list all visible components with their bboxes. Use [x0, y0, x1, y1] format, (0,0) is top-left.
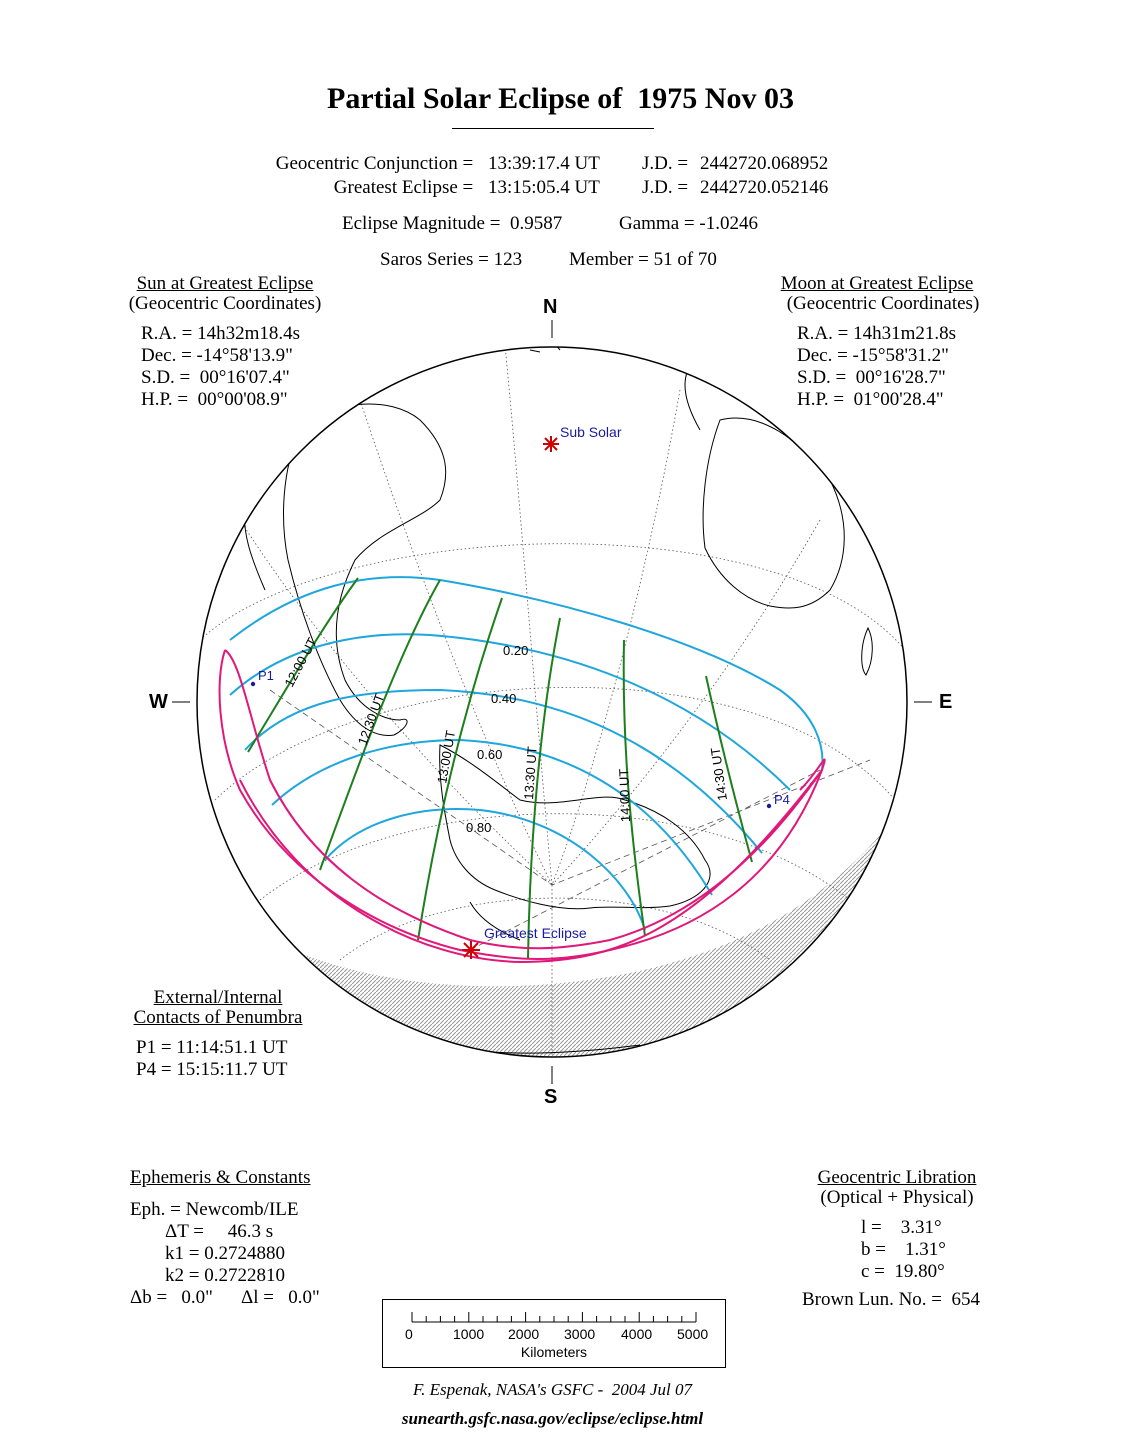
- libration-c: c = 19.80°: [861, 1261, 945, 1282]
- scale-bar: [382, 1299, 726, 1368]
- time-label-13-30: 13:30 UT: [521, 745, 540, 801]
- moon-sd: S.D. = 00°16'28.7": [797, 367, 946, 388]
- night-shading: [180, 760, 930, 1080]
- gamma: Gamma = -1.0246: [619, 213, 758, 234]
- greatest-jd-label: J.D. =: [642, 177, 693, 198]
- conjunction-label: Geocentric Conjunction =: [275, 153, 478, 174]
- libration-heading: Geocentric Libration: [817, 1167, 977, 1188]
- sun-ra: R.A. = 14h32m18.4s: [141, 323, 301, 344]
- scale-tick-1000: 1000: [453, 1326, 485, 1342]
- magnitude-label-0-60: 0.60: [477, 747, 503, 762]
- ephemeris-eph: Eph. = Newcomb/ILE: [130, 1199, 299, 1220]
- conjunction-jd-label: J.D. =: [642, 153, 693, 174]
- sub-solar-label: Sub Solar: [560, 424, 622, 440]
- brown-lunation: Brown Lun. No. = 654: [802, 1289, 981, 1310]
- east-label: E: [939, 691, 953, 713]
- scale-tick-4000: 4000: [621, 1326, 653, 1342]
- scale-tick-0: 0: [405, 1326, 413, 1342]
- sun-sd: S.D. = 00°16'07.4": [141, 367, 290, 388]
- greatest-time: 13:15:05.4 UT: [488, 177, 600, 198]
- time-label-14-30: 14:30 UT: [707, 746, 730, 802]
- time-line-12-30: [320, 580, 440, 870]
- contact-p4: P4 = 15:15:11.7 UT: [136, 1059, 288, 1080]
- magnitude-label-0-40: 0.40: [491, 691, 517, 706]
- ephemeris-heading: Ephemeris & Constants: [130, 1167, 311, 1188]
- penumbra-limits: [220, 650, 825, 962]
- ephemeris-delta-b: Δb = 0.0": [130, 1287, 213, 1308]
- p4-label: P4: [774, 792, 790, 807]
- greatest-eclipse-marker: [462, 941, 480, 959]
- time-label-12-00: 12:00 UT: [281, 635, 320, 690]
- p1-dot: [251, 682, 255, 686]
- scale-tick-3000: 3000: [564, 1326, 596, 1342]
- scale-unit: Kilometers: [520, 1344, 588, 1360]
- libration-subheading: (Optical + Physical): [820, 1187, 974, 1208]
- moon-heading: Moon at Greatest Eclipse: [780, 273, 974, 294]
- magnitude-line-0-40: [245, 690, 762, 853]
- sun-hp: H.P. = 00°00'08.9": [141, 389, 288, 410]
- greatest-eclipse-label: Greatest Eclipse: [484, 925, 587, 941]
- time-line-13-00: [418, 598, 502, 940]
- libration-l: l = 3.31°: [861, 1217, 942, 1238]
- eclipse-magnitude: Eclipse Magnitude = 0.9587: [342, 213, 563, 234]
- credit-line: F. Espenak, NASA's GSFC - 2004 Jul 07: [412, 1380, 693, 1399]
- sun-dec: Dec. = -14°58'13.9": [141, 345, 293, 366]
- libration-b: b = 1.31°: [861, 1239, 946, 1260]
- scale-tick-2000: 2000: [508, 1326, 540, 1342]
- penumbra-outer: [220, 650, 825, 959]
- time-label-14-00: 14:00 UT: [616, 768, 633, 823]
- west-label: W: [149, 691, 168, 713]
- scale-tick-5000: 5000: [677, 1326, 709, 1342]
- conjunction-time: 13:39:17.4 UT: [488, 153, 600, 174]
- saros-series: Saros Series = 123: [380, 249, 523, 270]
- time-label-13-00: 13:00 UT: [434, 729, 459, 785]
- ephemeris-delta-l: Δl = 0.0": [241, 1287, 320, 1308]
- ephemeris-k2: k2 = 0.2722810: [165, 1265, 285, 1286]
- sun-subheading: (Geocentric Coordinates): [128, 293, 322, 314]
- page-title: Partial Solar Eclipse of 1975 Nov 03: [327, 82, 794, 115]
- moon-dec: Dec. = -15°58'31.2": [797, 345, 949, 366]
- magnitude-label-0-20: 0.20: [503, 643, 529, 658]
- p1-label: P1: [258, 668, 274, 683]
- magnitude-label-0-80: 0.80: [466, 820, 492, 835]
- contact-p1: P1 = 11:14:51.1 UT: [136, 1037, 288, 1058]
- conjunction-jd: 2442720.068952: [700, 153, 829, 174]
- north-label: N: [543, 296, 558, 318]
- greatest-jd: 2442720.052146: [700, 177, 829, 198]
- contacts-heading-2: Contacts of Penumbra: [133, 1007, 303, 1028]
- saros-member: Member = 51 of 70: [569, 249, 717, 270]
- p4-dot: [767, 804, 771, 808]
- ephemeris-k1: k1 = 0.2724880: [165, 1243, 285, 1264]
- moon-ra: R.A. = 14h31m21.8s: [797, 323, 957, 344]
- time-label-12-30: 12:30 UT: [354, 691, 388, 748]
- credit-url: sunearth.gsfc.nasa.gov/eclipse/eclipse.html: [401, 1409, 704, 1428]
- greatest-label: Greatest Eclipse =: [333, 177, 478, 198]
- south-label: S: [544, 1086, 558, 1108]
- ephemeris-delta-t: ΔT = 46.3 s: [165, 1221, 274, 1242]
- moon-subheading: (Geocentric Coordinates): [786, 293, 980, 314]
- contacts-heading-1: External/Internal: [153, 987, 283, 1008]
- moon-hp: H.P. = 01°00'28.4": [797, 389, 944, 410]
- sun-heading: Sun at Greatest Eclipse: [136, 273, 314, 294]
- sub-solar-marker: [543, 436, 559, 452]
